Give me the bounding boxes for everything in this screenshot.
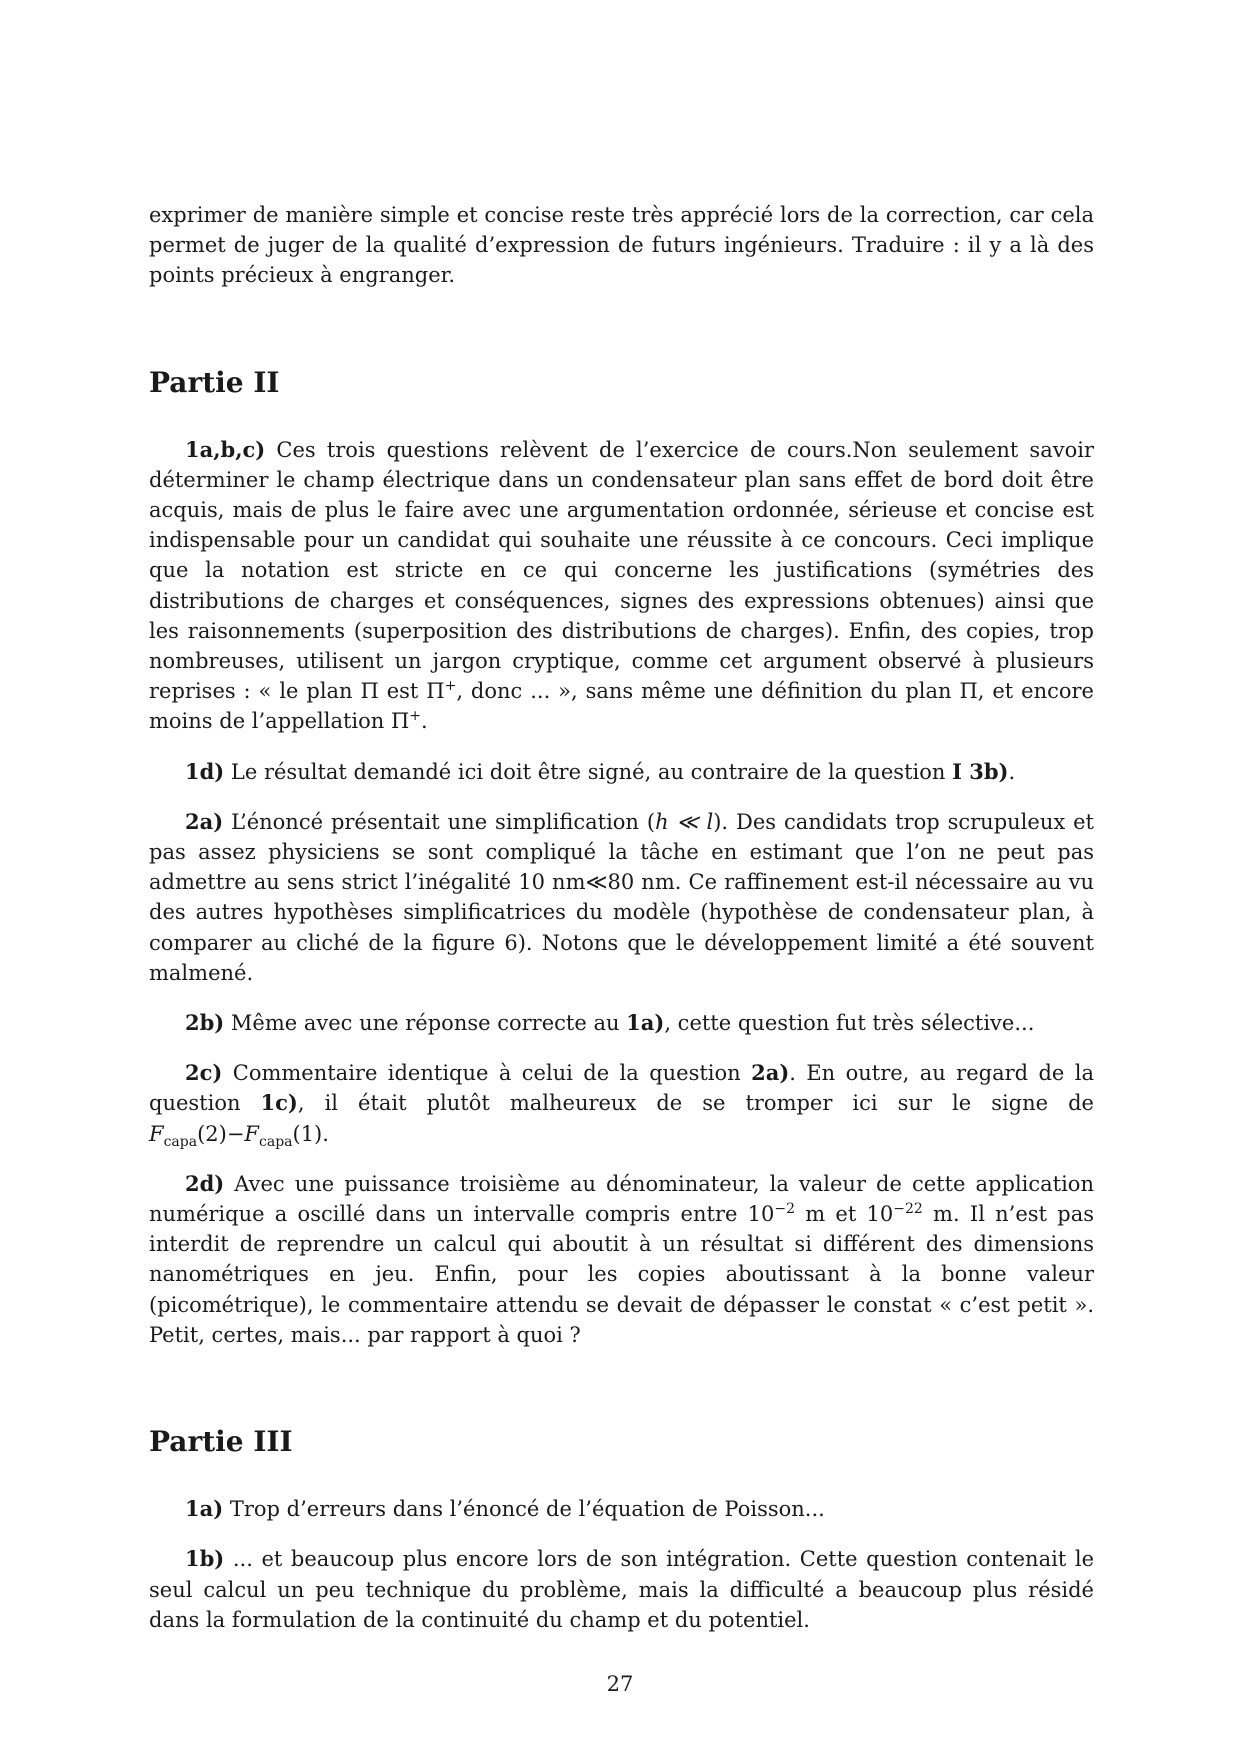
page-number: 27 <box>606 1672 634 1696</box>
partie-3-heading: Partie III <box>149 1425 293 1459</box>
paragraph-2b: 2b) Même avec une réponse correcte au 1a), cette question fut très sélective... <box>185 1010 1035 1036</box>
partie-2-heading: Partie II <box>149 365 280 399</box>
paragraph-2a: 2a) L’énoncé présentait une simplification (h ≪ l). Des candidats trop scrupuleux et pas assez physiciens se sont compliqué la tâche en estimant que l’on ne peut pas admettre au sens strict l’inégalité 10 nm≪80 nm. Ce raffinement est-il nécessaire au vu des autres hypothèses simplificatrices du modèle (hypothèse de condensateur plan, à comparer au cliché de la figure 6). Notons que le développement limité a été souvent malmené. <box>149 808 1094 985</box>
question-label: 2c) <box>185 1060 223 1086</box>
question-label: 1a) <box>185 1496 224 1522</box>
paragraph-1abc: 1a,b,c) Ces trois questions relèvent de l’exercice de cours.Non seulement savoir déterminer le champ électrique dans un condensateur plan sans effet de bord doit être acquis, mais de plus le faire avec une argumentation ordonnée, sérieuse et concise est indispensable pour un candidat qui souhaite une réussite à ce concours. Ceci implique que la notation est stricte en ce qui concerne les justifications (symétries des distributions de charges et conséquences, signes des expressions obtenues) ainsi que les raisonnements (superposition des distributions de charges). Enfin, des copies, trop nombreuses, utilisent un jargon cryptique, comme cet argument observé à plusieurs reprises : « le plan Π est Π+, donc ... », sans même une définition du plan Π, et encore moins de l’appellation Π+. <box>149 436 1094 734</box>
paragraph-1d: 1d) Le résultat demandé ici doit être signé, au contraire de la question I 3b). <box>185 758 1016 784</box>
intro-paragraph: exprimer de manière simple et concise reste très apprécié lors de la correction, car cela permet de juger de la qualité d’expression de futurs ingénieurs. Traduire : il y a là des points précieux à engranger. <box>149 203 1094 288</box>
paragraph-3-1a: 1a) Trop d’erreurs dans l’énoncé de l’équation de Poisson... <box>185 1496 825 1522</box>
question-label: 2a) <box>185 808 224 834</box>
question-label: 2b) <box>185 1010 225 1036</box>
question-label: 2d) <box>185 1170 225 1196</box>
question-label: 1b) <box>185 1546 225 1572</box>
document-page <box>149 200 1094 1635</box>
question-label: 1a,b,c) <box>185 436 266 462</box>
paragraph-3-1b: 1b) ... et beaucoup plus encore lors de son intégration. Cette question contenait le seul calcul un peu technique du problème, mais la difficulté a beaucoup plus résidé dans la formulation de la continuité du champ et du potentiel. <box>149 1546 1094 1632</box>
paragraph-2c: 2c) Commentaire identique à celui de la question 2a). En outre, au regard de la question 1c), il était plutôt malheureux de se tromper ici sur le signe de $F_{capa}(2)-F_{capa}(1)$. <box>149 1060 1094 1150</box>
question-label: 1d) <box>185 758 225 784</box>
paragraph-2d: 2d) Avec une puissance troisième au dénominateur, la valeur de cette application numérique a oscillé dans un intervalle compris entre $10^{-2}$ m et $10^{-22}$ m. Il n’est pas interdit de reprendre un calcul qui aboutit à un résultat si différent des dimensions nanométriques en jeu. Enfin, pour les copies aboutissant à la bonne valeur (picométrique), le commentaire attendu se devait de dépasser le constat « c’est petit ». Petit, certes, mais... par rapport à quoi ? <box>149 1170 1094 1347</box>
